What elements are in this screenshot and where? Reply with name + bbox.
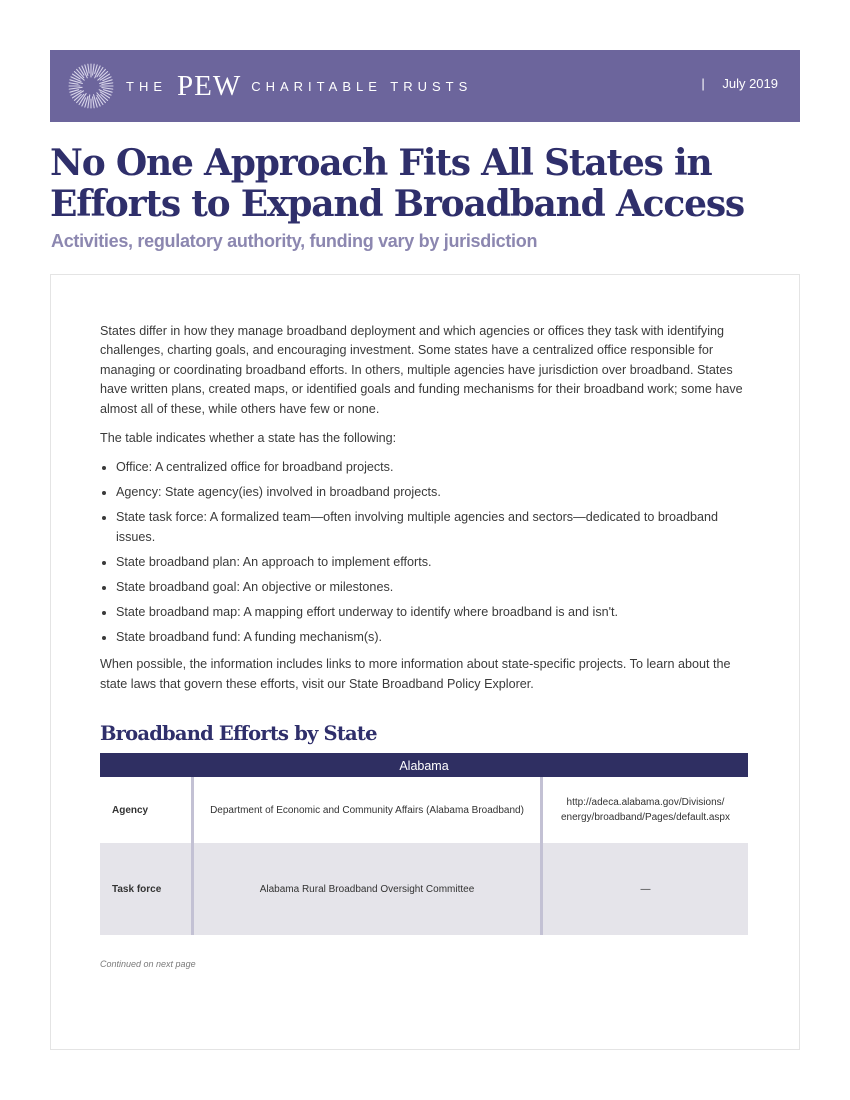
sunburst-ray	[69, 87, 82, 89]
intro-paragraph: States differ in how they manage broadband deployment and which agencies or offices they task with identifying challenges, charting goals, and encouraging investment. Some states have a centralized office responsible for managing or coordinating broadband efforts. In others, multiple agencies have jurisdiction over broadband. States have written plans, created maps, or identified goals and funding mechanisms for their broadband work; some have almost all of these, while others have few or none.	[100, 324, 743, 416]
row-label: Agency	[100, 777, 194, 843]
list-item: Office: A centralized office for broadband projects.	[116, 458, 755, 477]
row-link[interactable]	[543, 777, 748, 843]
closing-paragraph: When possible, the information includes links to more information about state-specific projects. To learn about the state laws that govern these efforts, visit our State Broadband Policy Explorer.	[100, 657, 731, 691]
date-separator: |	[701, 76, 705, 91]
org-name-charitable-trusts: CHARITABLE TRUSTS	[251, 78, 473, 94]
sunburst-ray	[88, 64, 89, 73]
row-detail: Department of Economic and Community Affairs (Alabama Broadband)	[194, 777, 543, 843]
body-text	[100, 322, 755, 704]
list-item: Agency: State agency(ies) involved in broadband projects.	[116, 483, 755, 502]
sunburst-ray	[102, 88, 113, 90]
continued-note: Continued on next page	[100, 959, 196, 969]
date-text: July 2019	[722, 76, 778, 91]
list-item: State broadband goal: An objective or milestones.	[116, 578, 755, 597]
publication-date	[701, 76, 778, 91]
list-item: State broadband fund: A funding mechanism(s).	[116, 628, 755, 647]
sunburst-ray	[93, 97, 95, 108]
org-name-the: THE	[126, 78, 167, 94]
table-state-header: Alabama	[100, 753, 748, 777]
definition-list	[100, 458, 755, 647]
table-row	[100, 843, 748, 935]
page-title: No One Approach Fits All States in Efforts to Expand Broadband Access	[50, 142, 744, 225]
organization-name	[126, 68, 472, 104]
row-link: —	[640, 883, 651, 895]
org-name-pew: PEW	[177, 69, 242, 102]
sunburst-ray	[93, 64, 95, 75]
sunburst-ray	[102, 83, 113, 85]
header-banner	[50, 50, 800, 122]
row-link-line-2[interactable]: energy/broadband/Pages/default.aspx	[560, 812, 730, 823]
list-item: State task force: A formalized team—often involving multiple agencies and sectors—dedicated to broadband issues.	[116, 508, 755, 547]
section-heading: Broadband Efforts by State	[100, 722, 377, 745]
table-row	[100, 777, 748, 843]
list-item: State broadband plan: An approach to implement efforts.	[116, 553, 755, 572]
row-link-line-1[interactable]: http://adeca.alabama.gov/Divisions/	[566, 797, 725, 808]
table-intro-paragraph: The table indicates whether a state has the following:	[100, 431, 397, 446]
row-label: Task force	[100, 843, 194, 935]
list-item: State broadband map: A mapping effort underway to identify where broadband is and isn't.	[116, 603, 755, 622]
row-detail: Alabama Rural Broadband Oversight Committee	[194, 843, 543, 935]
page-subtitle: Activities, regulatory authority, funding vary by jurisdiction	[51, 231, 538, 251]
pew-sunburst-logo-icon	[68, 63, 114, 109]
broadband-efforts-table	[100, 753, 748, 935]
sunburst-ray	[69, 83, 78, 84]
